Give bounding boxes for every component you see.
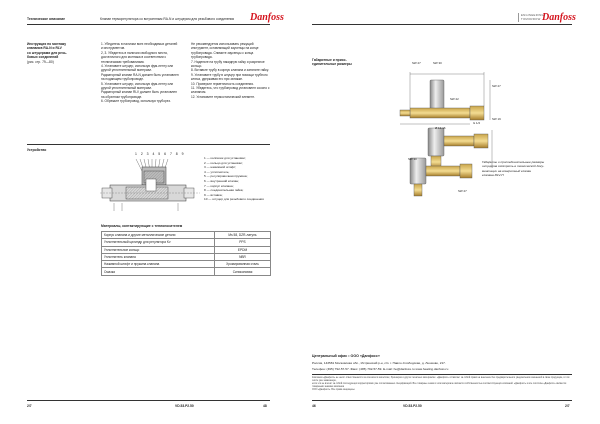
footer-code: VD.53.P2.50	[175, 404, 194, 408]
disclaimer-rule	[312, 374, 572, 375]
header-title: Клапан терморегулятора со встроенным RA-N и штуцером для резьбового соединения	[100, 17, 235, 21]
page-number: 46	[312, 404, 316, 408]
valve-drawing-straight	[400, 80, 484, 120]
table-row: Уплотнительный цилиндр для регулятора Kv PPS	[102, 239, 271, 246]
diagram-callout-numbers: 1 2 3 4 5 6 7 8 9	[135, 152, 186, 156]
valve-drawing-angle-1	[428, 128, 488, 168]
danfoss-logo: Danfoss	[542, 12, 576, 23]
dim-label: SW 30	[408, 157, 417, 161]
office-contacts: Телефон: (495) 792-57-57. Факс: (495) 792-57-59. E-mail: he@danfoss.ru www.heating.danfoss.ru	[312, 367, 449, 371]
header-rule	[312, 24, 572, 25]
logo-tagline-1: ENGINEERING	[521, 13, 544, 17]
device-heading: Устройство	[27, 148, 47, 152]
install-heading: Инструкция по монтажу клапанов RA-N и RLV со штуцерами для резь- бовых соединений (рис. стр. 79—80)	[27, 42, 67, 64]
page-number: 48	[263, 404, 267, 408]
footer-left-marker: 2/7	[27, 404, 32, 408]
valve-section-drawing	[100, 157, 200, 217]
right-page	[300, 0, 600, 424]
table-row: Корпус клапана и другие металлические детали Ms 58, DZR-латунь	[102, 232, 271, 239]
section-tag: Техническое описание	[27, 17, 66, 21]
danfoss-logo: Danfoss	[250, 12, 284, 23]
header-rule	[27, 24, 270, 25]
logo-divider	[518, 13, 519, 22]
table-row: Уплотнитель клапана NBR	[102, 253, 271, 260]
install-steps-col1: 1. Убедитесь в наличии всех необходимых деталей и инструментов. 2, 3. Убедитесь в наличии свободного места, достаточного для монтажа в соответствии с техническими требованиями. 4. Установите штуцер, используя фум-ленту или другой уплотнительный материал. Радиаторный клапан RA-N должен быть установлен на подающем трубопроводе. 5. Установите штуцер, используя фум-ленту или другой уплотнительный материал. Радиаторный клапан RLV должен быть установлен на обратном трубопроводе. 6. Обрежьте трубопровод, используя труборез.	[101, 42, 179, 104]
table-row: Нажимной штифт и пружина клапана Хромированная сталь	[102, 261, 271, 268]
office-address: Россия, 143581 Московская обл., Истринский р-н, с/п. г. Павло-Слободская, д. Лешково, 217.	[312, 361, 446, 365]
parts-legend: 1 — колпачок для установки; 2 — кольцо для установки; 3 — нажимной штифт; 4 — уплотнитель; 5 — регулировочная пружина; 6 — внутренний клапан; 7 — корпус клапана; 8 — соединительная гайка; 9 — вставка; 10 — штуцер для резьбового соединения	[204, 156, 264, 202]
materials-heading: Материалы, контактирующие с теплоносителем	[101, 224, 183, 228]
materials-table	[101, 231, 271, 276]
install-steps-col2: Не рекомендуется использовать режущий инструмент, оставляющий заусенцы на конце трубопровода. Снимите заусенцы с конца трубопровода. 7. Наденьте на трубу накидную гайку и разрезное кольцо. 8. Вставьте трубу в корпус клапана и затяните гайку. 9. Установите трубу в штуцер при помощи трубного ключа, удерживая его при затяжке. 10. Проверьте герметичность соединения. 11. Убедитесь, что трубопровод установлен соосно с клапаном. 12. Установите термостатический элемент.	[191, 42, 270, 99]
table-row: Уплотнительное кольцо EPDM	[102, 246, 271, 253]
disclaimer: Компания «Данфосс» не несёт ответственности за опечатки в каталогах, брошюрах и других печатных материалах. «Данфосс» оставляет за собой право на внесение без предварительного уведомления изменений в свою продукцию, в том числе уже заказанную, если это не влечёт за собой последующих корректировок уже согласованных спецификаций. Все товарные знаки в этом материале являются собственностью соответствующих компаний. «Данфосс» и все логотипы «Данфосс» являются товарными знаками компании ООО «Данфосс». Все права защищены.	[312, 377, 570, 392]
dim-label: SW 22	[450, 97, 459, 101]
dims-heading: Габаритные и присо- единительные размеры	[312, 58, 352, 67]
footer-rule	[27, 400, 270, 401]
dims-note: Габариты и присоединительные размеры штуцеров смотреть в технической доку- ментации на конкретный клапан клапана RLV-H	[482, 160, 545, 178]
table-row: Смазка Силиконовая	[102, 268, 271, 275]
dimension-drawings	[380, 50, 560, 210]
footer-right-marker: 2/7	[565, 404, 570, 408]
footer-rule	[312, 400, 572, 401]
footer-code: VD.53.P2.50	[403, 404, 422, 408]
dim-label: SW 27	[412, 61, 421, 65]
dim-label: Ø 12-16	[435, 126, 446, 130]
logo-tagline-2: TOMORROW	[521, 17, 541, 21]
dim-label: SW 30	[433, 61, 442, 65]
office-title: Центральный офис • ООО «Данфосс»	[312, 354, 380, 358]
section-rule-1	[27, 144, 270, 145]
dim-label: SW 27	[492, 84, 501, 88]
dim-label: SW 19	[492, 117, 501, 121]
dim-label: G 1/2	[473, 121, 481, 125]
dim-label: SW 27	[458, 189, 467, 193]
